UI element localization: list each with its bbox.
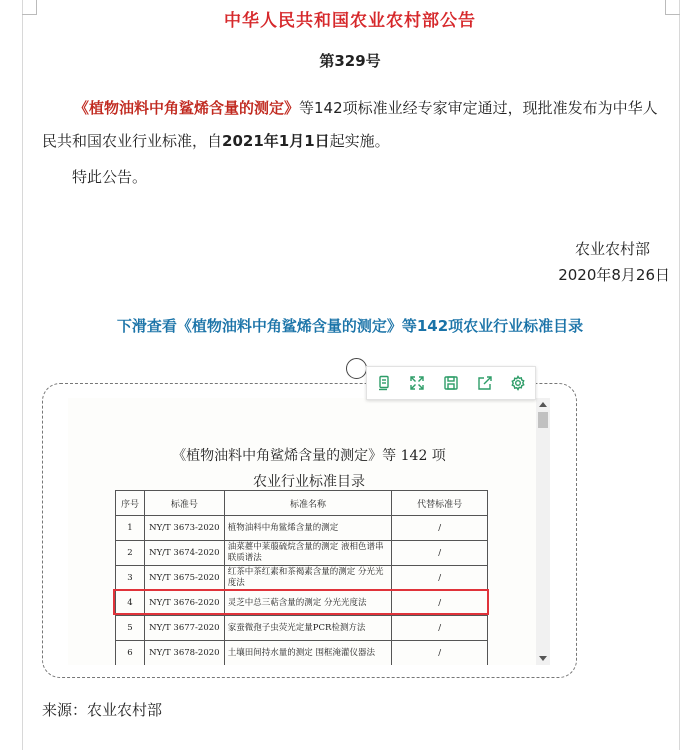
row-replace: / [392,541,488,566]
row-highlight-box [113,589,489,615]
col-header-no: 序号 [116,491,145,516]
row-replace: / [392,566,488,591]
announcement-title: 中华人民共和国农业农村部公告 [224,11,476,31]
table-row [116,541,488,566]
closing-text: 特此公告。 [72,168,148,186]
row-name: 灵芝中总三萜含量的测定 分光光度法 [224,591,392,616]
row-code: NY/T 3674-2020 [144,541,224,566]
row-no: 6 [116,641,145,666]
row-no: 3 [116,566,145,591]
body-text-1: 等142项标准业经专家审定通过，现批准发布为中华人民共和国农业行业标准，自 [42,99,658,150]
catalog-subheading: 下滑查看《植物油料中角鲨烯含量的测定》等142项农业行业标准目录 [116,317,584,335]
row-code: NY/T 3677-2020 [144,616,224,641]
table-row [116,616,488,641]
row-replace: / [392,516,488,541]
image-toolbar [366,366,536,400]
signature-date: 2020年8月26日 [558,266,670,284]
col-header-replace: 代替标准号 [392,491,488,516]
announcement-number: 第329号 [319,52,381,70]
scroll-thumb[interactable] [538,412,548,428]
scroll-up-arrow-icon[interactable] [539,402,547,407]
row-name: 土壤田间持水量的测定 围框淹灌仪器法 [224,641,392,666]
row-code: NY/T 3675-2020 [144,566,224,591]
scan-subtitle: 农业行业标准目录 [253,474,365,490]
save-icon[interactable] [442,374,460,392]
row-code: NY/T 3673-2020 [144,516,224,541]
settings-icon[interactable] [509,374,527,392]
row-name: 家蚕微孢子虫荧光定量PCR检测方法 [224,616,392,641]
share-icon[interactable] [476,374,494,392]
body-text-2: 起实施。 [329,132,390,150]
signature-org: 农业农村部 [574,240,650,258]
row-no: 1 [116,516,145,541]
row-name: 红茶中茶红素和茶褐素含量的测定 分光光度法 [224,566,392,591]
announcement-body [42,92,662,158]
rotate-handle[interactable] [346,358,367,379]
col-header-name: 标准名称 [224,491,392,516]
table-row [116,566,488,591]
row-name: 油菜薹中莱菔硫烷含量的测定 液相色谱串联质谱法 [224,541,392,566]
effective-date: 2021年1月1日 [222,132,330,150]
doc-name-link[interactable]: 《植物油料中角鲨烯含量的测定》 [74,99,300,117]
col-header-code: 标准号 [144,491,224,516]
table-row [116,641,488,666]
source-credit: 来源：农业农村部 [42,701,163,719]
copy-icon[interactable] [375,374,393,392]
row-replace: / [392,641,488,666]
row-code: NY/T 3678-2020 [144,641,224,666]
row-no: 4 [116,591,145,616]
body-paragraph [42,92,662,158]
row-no: 5 [116,616,145,641]
scanned-document-image [68,398,550,665]
row-replace: / [392,616,488,641]
row-name: 植物油料中角鲨烯含量的测定 [224,516,392,541]
table-row [116,516,488,541]
row-replace: / [392,591,488,616]
row-code: NY/T 3676-2020 [144,591,224,616]
scroll-down-arrow-icon[interactable] [539,656,547,661]
standards-table [115,490,488,665]
image-scrollbar[interactable] [536,398,550,665]
scan-title: 《植物油料中角鲨烯含量的测定》等 142 项 [172,448,446,464]
row-no: 2 [116,541,145,566]
expand-icon[interactable] [408,374,426,392]
